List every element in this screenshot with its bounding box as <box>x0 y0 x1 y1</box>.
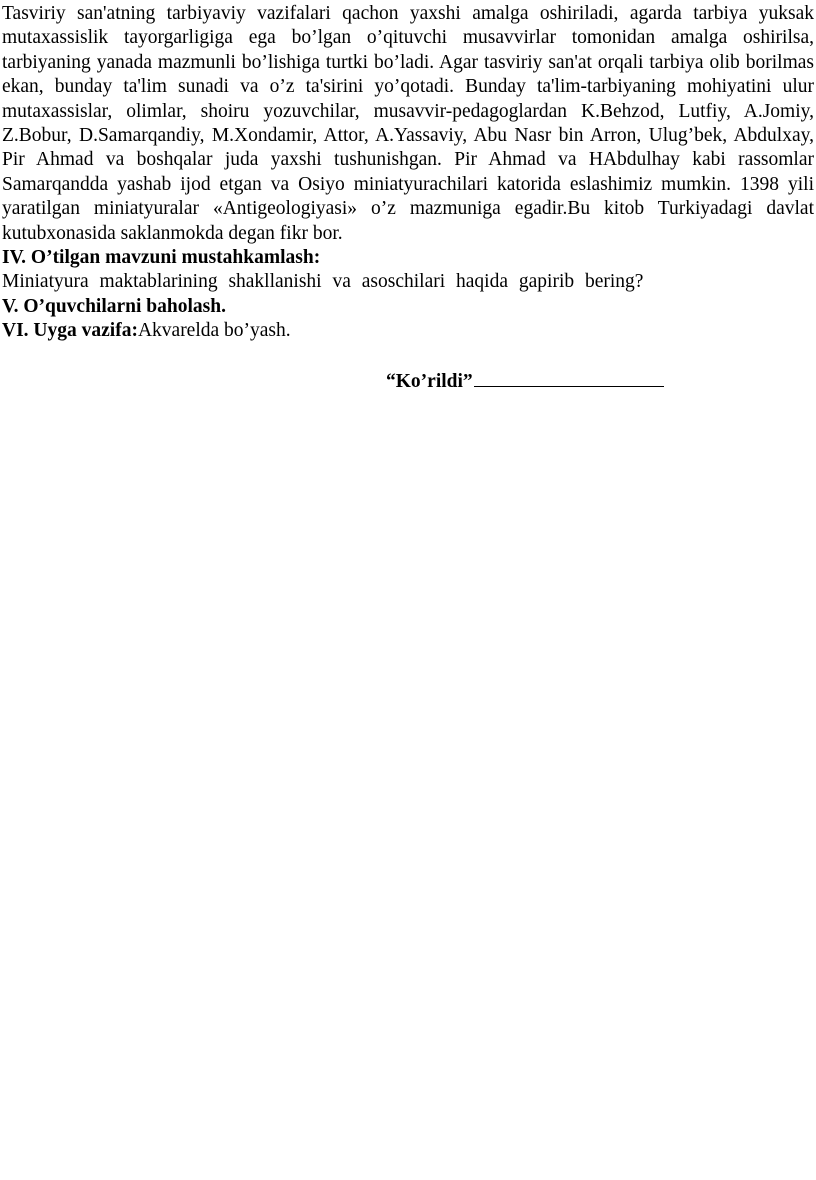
body-paragraph: Tasviriy san'atning tarbiyaviy vazifalari qachon yaxshi amalga oshiriladi, agarda tarbiya yuksak mutaxassislik tayorgarligiga ega bo’lgan o’qituvchi musavvirlar tomonidan amalga oshirilsa, tarbiyaning yanada mazmunli bo’lishiga turtki bo’ladi. Agar tasviriy san'at orqali tarbiya olib borilmas ekan, bunday ta'lim sunadi va o’z ta'sirini yo’qotadi. Bunday ta'lim-tarbiyaning mohiyatini ulur mutaxassislar, olimlar, shoiru yozuvchilar, musavvir-pedagoglardan K.Behzod, Lutfiy, A.Jomiy, Z.Bobur, D.Samarqandiy, M.Xondamir, Attor, A.Yassaviy, Abu Nasr bin Arron, Ulug’bek, Abdulxay, Pir Ahmad va boshqalar juda yaxshi tushunishgan. Pir Ahmad va HAbdulhay kabi rassomlar Samarqandda yashab ijod etgan va Osiyo miniatyurachilari katorida eslashimiz mumkin. 1398 yili yaratilgan miniatyuralar «Antigeologiyasi» o’z mazmuniga egadir.Bu kitob Turkiyadagi davlat kutubxonasida saklanmokda degan fikr bor. <box>2 3 814 244</box>
signoff <box>2 370 814 394</box>
section-iv-heading: IV. O’tilgan mavzuni mustahkamlash: <box>2 247 321 269</box>
section-v-heading: V. O’quvchilarni baholash. <box>2 295 226 317</box>
section-vi-heading: VI. Uyga vazifa: <box>2 320 138 342</box>
section-iv-task: Miniatyura maktablarining shakllanishi va asoschilari haqida gapirib bering? <box>2 271 644 293</box>
signature-line <box>474 371 664 387</box>
section-vi-line <box>2 319 814 343</box>
signoff-label: “Ko’rildi” <box>386 370 473 392</box>
section-vi-text: Akvarelda bo’yash. <box>137 320 291 342</box>
